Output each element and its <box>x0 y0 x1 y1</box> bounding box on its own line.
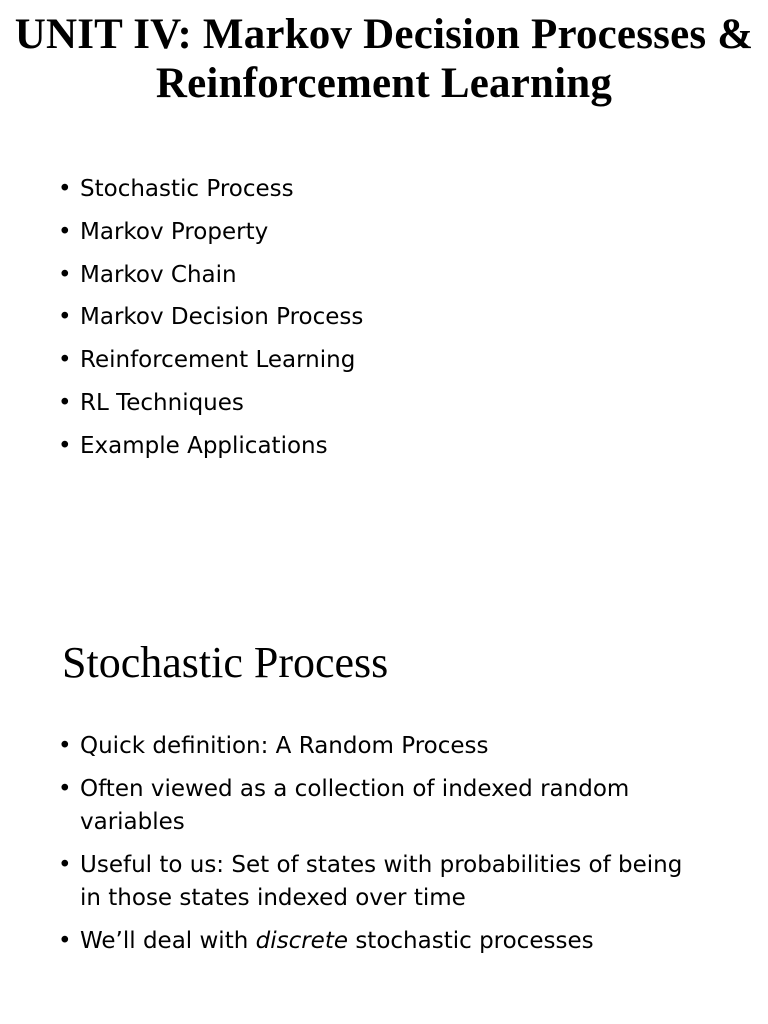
bullet-icon: • <box>58 852 72 878</box>
definition-text: Quick definition: A Random Process <box>80 733 489 759</box>
bullet-icon: • <box>58 776 72 802</box>
bullet-icon: • <box>58 928 72 954</box>
topic-item <box>58 259 738 291</box>
emphasis-text: discrete <box>255 928 349 954</box>
slide-stochastic-process <box>0 512 768 1024</box>
definition-text: Often viewed as a collection of indexed random variables <box>80 776 630 835</box>
definition-item <box>58 925 698 958</box>
bullet-icon: • <box>58 432 72 459</box>
topic-item <box>58 216 738 248</box>
bullet-icon: • <box>58 176 72 202</box>
bullet-icon: • <box>58 261 72 288</box>
slide-title: Stochastic Process <box>62 638 389 687</box>
definition-item <box>58 849 698 915</box>
topic-label: Reinforcement Learning <box>80 347 356 374</box>
topic-label: Example Applications <box>80 432 328 459</box>
definition-text-end: stochastic processes <box>348 928 594 954</box>
topic-item <box>58 430 738 462</box>
topic-item <box>58 387 738 419</box>
bullet-icon: • <box>58 347 72 374</box>
topic-item <box>58 301 738 333</box>
definition-list <box>58 730 698 968</box>
definition-text: Useful to us: Set of states with probabilities of being in those states indexed over time <box>80 852 683 911</box>
topic-label: Markov Chain <box>80 261 237 288</box>
bullet-icon: • <box>58 218 72 245</box>
topic-list <box>58 173 738 473</box>
topic-label: RL Techniques <box>80 389 244 416</box>
definition-text-start: We’ll deal with <box>80 928 256 954</box>
bullet-icon: • <box>58 304 72 331</box>
definition-item <box>58 773 698 839</box>
topic-label: Stochastic Process <box>80 176 294 202</box>
definition-item <box>58 730 698 763</box>
topic-label: Markov Property <box>80 218 269 245</box>
bullet-icon: • <box>58 389 72 416</box>
slide-title: UNIT IV: Markov Decision Processes & Reinforcement Learning <box>14 11 754 107</box>
topic-label: Markov Decision Process <box>80 304 364 331</box>
bullet-icon: • <box>58 733 72 759</box>
topic-item <box>58 344 738 376</box>
topic-item <box>58 173 738 205</box>
